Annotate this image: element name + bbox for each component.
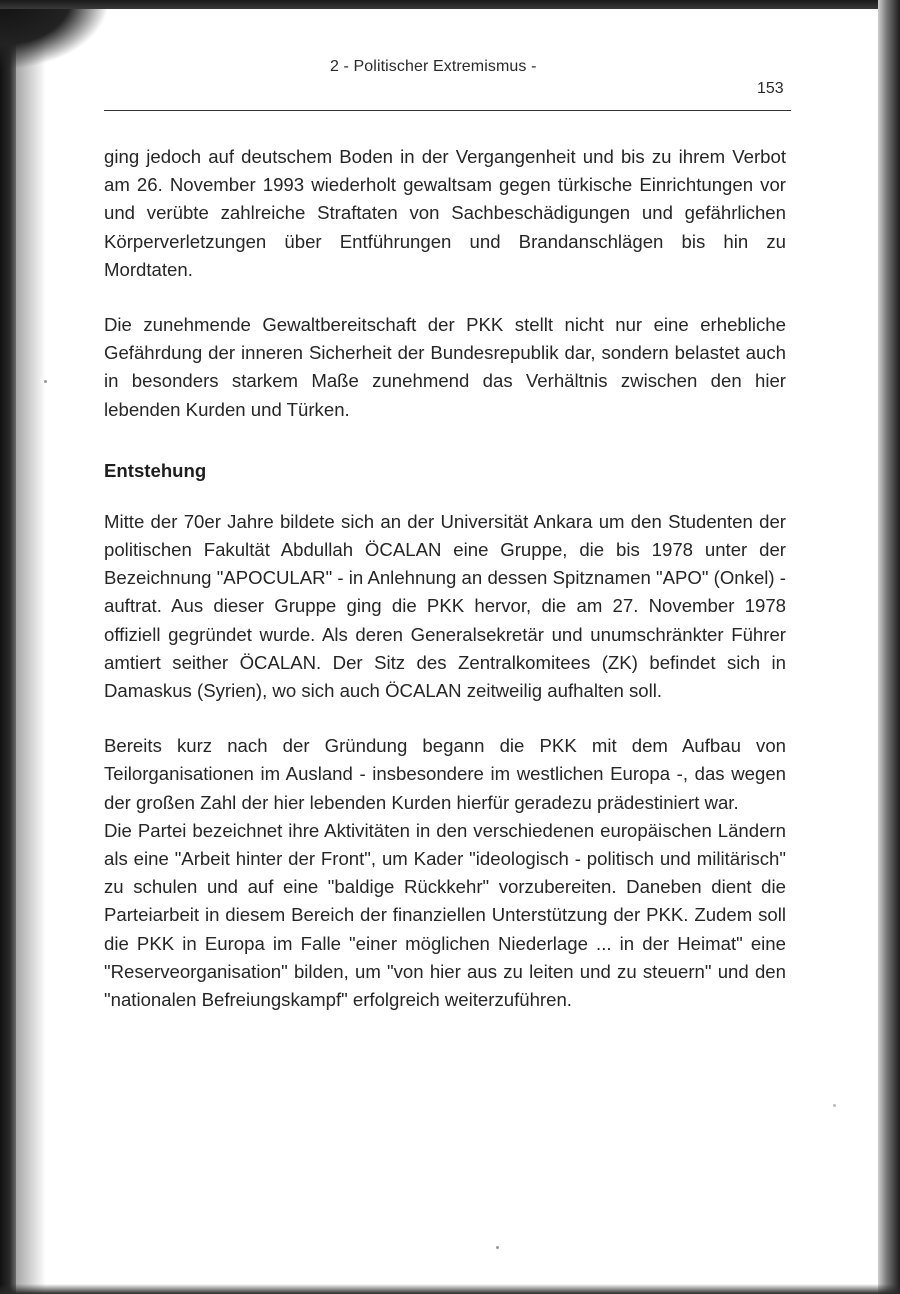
scan-speck xyxy=(496,1246,499,1249)
paragraph-2: Die zunehmende Gewaltbereitschaft der PKK stellt nicht nur eine erhebliche Gefährdung der inneren Sicherheit der Bundesrepublik dar, sondern belastet auch in besonders starkem Maße zunehmend das Verhältnis zwischen den hier lebenden Kurden und Türken. xyxy=(104,314,786,420)
paragraph-1: ging jedoch auf deutschem Boden in der Vergangenheit und bis zu ihrem Verbot am 26. November 1993 wiederholt gewaltsam gegen türkische Einrichtungen vor und verübte zahlreiche Straftaten von Sachbeschädigungen und gefährlichen Körperverletzungen über Entführungen und Brandanschlägen bis hin zu Mordtaten. xyxy=(104,146,786,280)
scan-speck xyxy=(833,1104,836,1107)
scan-shadow-left xyxy=(16,0,46,1294)
running-head: 2 - Politischer Extremismus - xyxy=(330,58,537,75)
scan-border-top xyxy=(0,0,900,9)
section-heading: Entstehung xyxy=(104,459,207,481)
scan-border-left xyxy=(0,0,16,1294)
scan-corner-shadow xyxy=(0,0,110,70)
scan-border-bottom xyxy=(0,1284,900,1294)
body-text xyxy=(104,143,786,1014)
paragraph-4: Bereits kurz nach der Gründung begann die PKK mit dem Aufbau von Teilorganisationen im Ausland - insbesondere im westlichen Europa -, das wegen der großen Zahl der hier lebenden Kurden hierfür geradezu prädestiniert war. xyxy=(104,735,786,813)
scan-border-right xyxy=(878,0,900,1294)
header-rule xyxy=(104,110,791,111)
page-number: 153 xyxy=(757,80,784,97)
paragraph-5: Die Partei bezeichnet ihre Aktivitäten in den verschiedenen europäischen Ländern als eine "Arbeit hinter der Front", um Kader "ideologisch - politisch und militärisch" zu schulen und auf eine "baldige Rückkehr" vorzubereiten. Daneben dient die Parteiarbeit in diesem Bereich der finanziellen Unterstützung der PKK. Zudem soll die PKK in Europa im Falle "einer möglichen Niederlage ... in der Heimat" eine "Reserveorganisation" bilden, um "von hier aus zu leiten und zu steuern" und den "nationalen Befreiungskampf" erfolgreich weiterzuführen. xyxy=(104,819,786,1011)
paragraph-3: Mitte der 70er Jahre bildete sich an der Universität Ankara um den Studenten der politischen Fakultät Abdullah ÖCALAN eine Gruppe, die bis 1978 unter der Bezeichnung "APOCULAR" - in Anlehnung an dessen Spitznamen "APO" (Onkel) - auftrat. Aus dieser Gruppe ging die PKK hervor, die am 27. November 1978 offiziell gegründet wurde. Als deren Generalsekretär und unumschränkter Führer amtiert seither ÖCALAN. Der Sitz des Zentralkomitees (ZK) befindet sich in Damaskus (Syrien), wo sich auch ÖCALAN zeitweilig aufhalten soll. xyxy=(104,510,786,702)
